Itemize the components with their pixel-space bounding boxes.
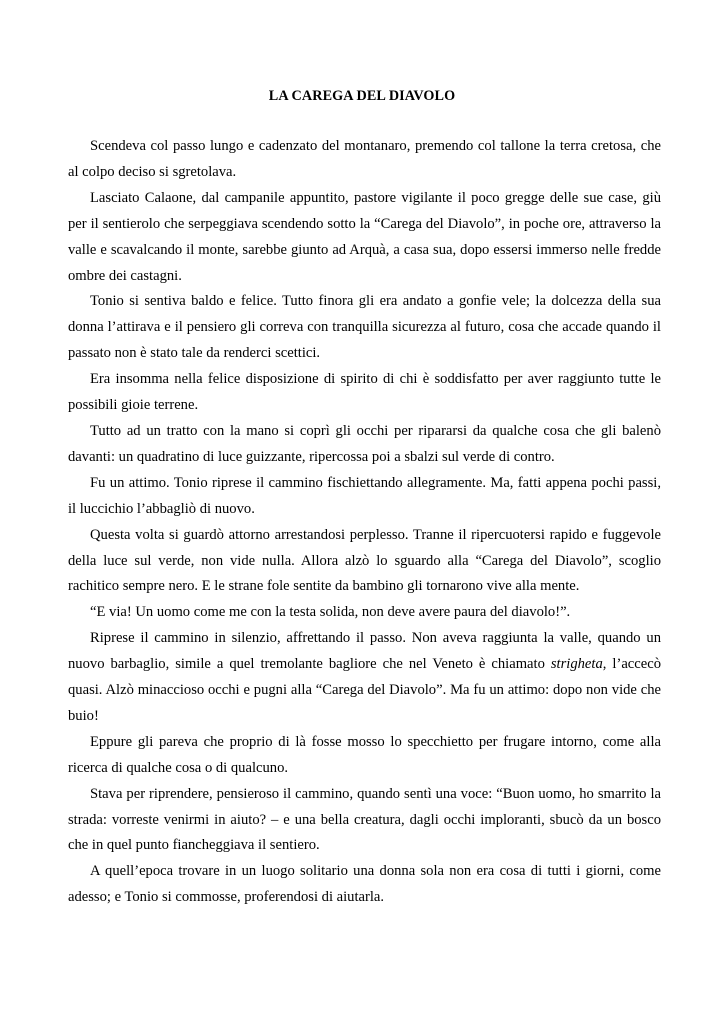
paragraph-text: , l’accecò quasi. Alzò minaccioso occhi e pugni alla “Carega del Diavolo”. Ma fu un attimo: dopo non vide che buio! xyxy=(68,656,661,724)
paragraph: Lasciato Calaone, dal campanile appuntito, pastore vigilante il poco gregge delle sue case, giù per il sentierolo che serpeggiava scendendo sotto la “Carega del Diavolo”, in poche ore, attraverso la valle e scavalcando il monte, sarebbe giunto ad Arquà, a casa sua, dopo essersi immerso nelle fredde ombre dei castagni. xyxy=(68,189,661,284)
italic-term: strigheta xyxy=(550,656,603,673)
paragraph: A quell’epoca trovare in un luogo solitario una donna sola non era cosa di tutti i giorni, come adesso; e Tonio si commosse, proferendosi di aiutarla. xyxy=(68,863,661,906)
paragraph: Stava per riprendere, pensieroso il cammino, quando sentì una voce: “Buon uomo, ho smarrito la strada: vorreste venirmi in aiuto? – e una bella creatura, dagli occhi imploranti, sbucò da un bosco che in quel punto fiancheggiava il sentiero. xyxy=(68,785,661,854)
paragraph: Era insomma nella felice disposizione di spirito di chi è soddisfatto per aver raggiunto tutte le possibili gioie terrene. xyxy=(68,371,661,414)
paragraph xyxy=(68,626,661,730)
document-body xyxy=(68,134,661,911)
paragraph: Eppure gli pareva che proprio di là fosse mosso lo specchietto per frugare intorno, come alla ricerca di qualche cosa o di qualcuno. xyxy=(68,733,661,776)
paragraph: Tonio si sentiva baldo e felice. Tutto finora gli era andato a gonfie vele; la dolcezza della sua donna l’attirava e il pensiero gli correva con tranquilla sicurezza al futuro, cosa che accade quando il passato non è stato tale da renderci scettici. xyxy=(68,293,661,362)
paragraph-text: Riprese il cammino in silenzio, affrettando il passo. Non aveva raggiunta la valle, quando un nuovo barbaglio, simile a quel tremolante bagliore che nel Veneto è chiamato xyxy=(68,630,661,673)
paragraph: “E via! Un uomo come me con la testa solida, non deve avere paura del diavolo!”. xyxy=(90,604,571,621)
paragraph: Fu un attimo. Tonio riprese il cammino fischiettando allegramente. Ma, fatti appena pochi passi, il luccichio l’abbagliò di nuovo. xyxy=(68,474,661,517)
paragraph: Questa volta si guardò attorno arrestandosi perplesso. Tranne il ripercuotersi rapido e fuggevole della luce sul verde, non vide nulla. Allora alzò lo sguardo alla “Carega del Diavolo”, scoglio rachitico sempre nero. E le strane fole sentite da bambino gli tornarono vive alla mente. xyxy=(68,526,661,595)
document-title: LA CAREGA DEL DIAVOLO xyxy=(268,88,456,104)
paragraph: Tutto ad un tratto con la mano si coprì gli occhi per ripararsi da qualche cosa che gli balenò davanti: un quadratino di luce guizzante, ripercossa poi a sbalzi sul verde di contro. xyxy=(68,422,661,465)
paragraph: Scendeva col passo lungo e cadenzato del montanaro, premendo col tallone la terra cretosa, che al colpo deciso si sgretolava. xyxy=(68,138,661,180)
